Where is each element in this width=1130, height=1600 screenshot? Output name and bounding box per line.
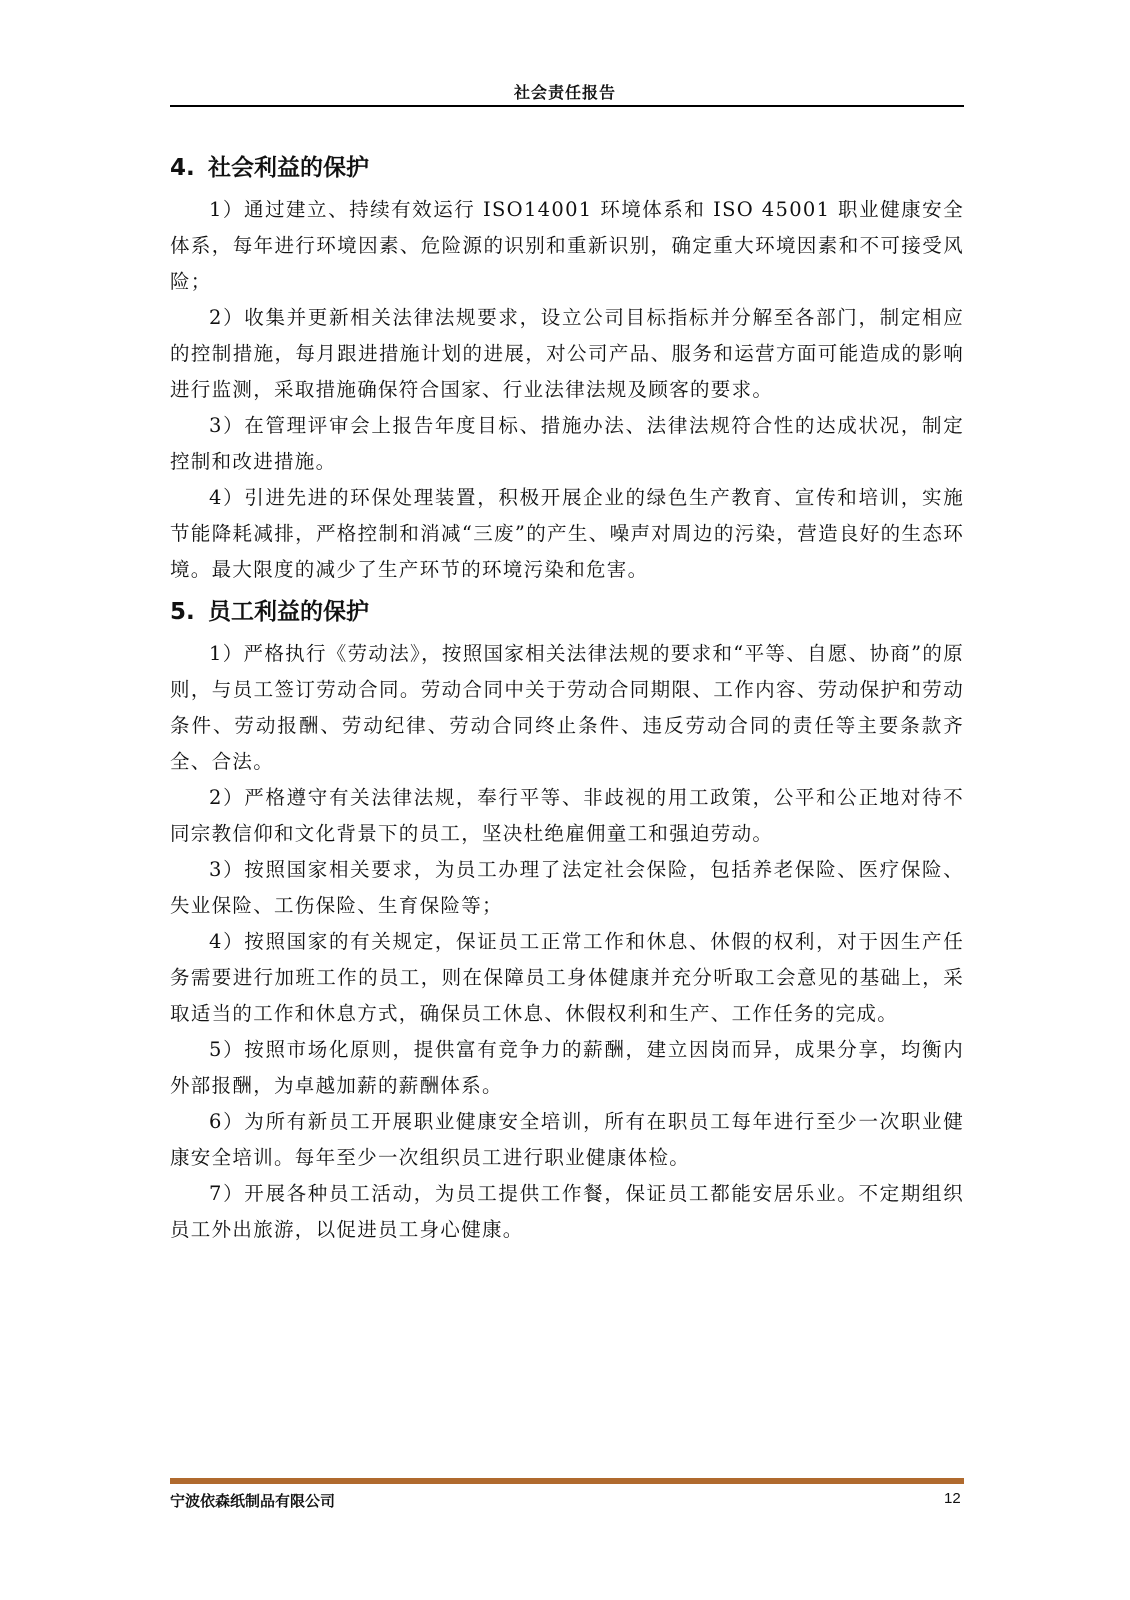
page-number: 12 — [944, 1490, 961, 1507]
section-number: 4. — [170, 155, 195, 181]
section-heading-4 — [170, 146, 964, 190]
section-title: 员工利益的保护 — [208, 599, 369, 625]
paragraph: 2）收集并更新相关法律法规要求，设立公司目标指标并分解至各部门，制定相应的控制措施，每月跟进措施计划的进展，对公司产品、服务和运营方面可能造成的影响进行监测，采取措施确保符合国家、行业法律法规及顾客的要求。 — [170, 306, 964, 401]
header-divider — [170, 105, 964, 107]
section-heading-5 — [170, 590, 964, 634]
footer-company-name: 宁波依森纸制品有限公司 — [170, 1492, 336, 1510]
paragraph: 1）通过建立、持续有效运行 ISO14001 环境体系和 ISO 45001 职业健康安全体系，每年进行环境因素、危险源的识别和重新识别，确定重大环境因素和不可接受风险； — [170, 198, 964, 293]
paragraph: 7）开展各种员工活动，为员工提供工作餐，保证员工都能安居乐业。不定期组织员工外出旅游，以促进员工身心健康。 — [170, 1182, 964, 1241]
paragraph: 4）按照国家的有关规定，保证员工正常工作和休息、休假的权利，对于因生产任务需要进行加班工作的员工，则在保障员工身体健康并充分听取工会意见的基础上，采取适当的工作和休息方式，确保员工休息、休假权利和生产、工作任务的完成。 — [170, 930, 964, 1025]
paragraph: 5）按照市场化原则，提供富有竞争力的薪酬，建立因岗而异，成果分享，均衡内外部报酬，为卓越加薪的薪酬体系。 — [170, 1038, 964, 1097]
paragraph: 3）在管理评审会上报告年度目标、措施办法、法律法规符合性的达成状况，制定控制和改进措施。 — [170, 414, 964, 473]
section-number: 5. — [170, 599, 195, 625]
footer-divider — [170, 1478, 964, 1484]
document-body — [170, 146, 964, 1248]
paragraph: 3）按照国家相关要求，为员工办理了法定社会保险，包括养老保险、医疗保险、失业保险、工伤保险、生育保险等； — [170, 858, 964, 917]
paragraph: 2）严格遵守有关法律法规，奉行平等、非歧视的用工政策，公平和公正地对待不同宗教信仰和文化背景下的员工，坚决杜绝雇佣童工和强迫劳动。 — [170, 786, 964, 845]
paragraph: 4）引进先进的环保处理装置，积极开展企业的绿色生产教育、宣传和培训，实施节能降耗减排，严格控制和消减“三废”的产生、噪声对周边的污染，营造良好的生态环境。最大限度的减少了生产环节的环境污染和危害。 — [170, 486, 964, 581]
section-title: 社会利益的保护 — [208, 155, 369, 181]
page-header-title: 社会责任报告 — [513, 83, 616, 102]
paragraph: 6）为所有新员工开展职业健康安全培训，所有在职员工每年进行至少一次职业健康安全培训。每年至少一次组织员工进行职业健康体检。 — [170, 1110, 964, 1169]
paragraph: 1）严格执行《劳动法》，按照国家相关法律法规的要求和“平等、自愿、协商”的原则，与员工签订劳动合同。劳动合同中关于劳动合同期限、工作内容、劳动保护和劳动条件、劳动报酬、劳动纪律、劳动合同终止条件、违反劳动合同的责任等主要条款齐全、合法。 — [170, 642, 964, 773]
